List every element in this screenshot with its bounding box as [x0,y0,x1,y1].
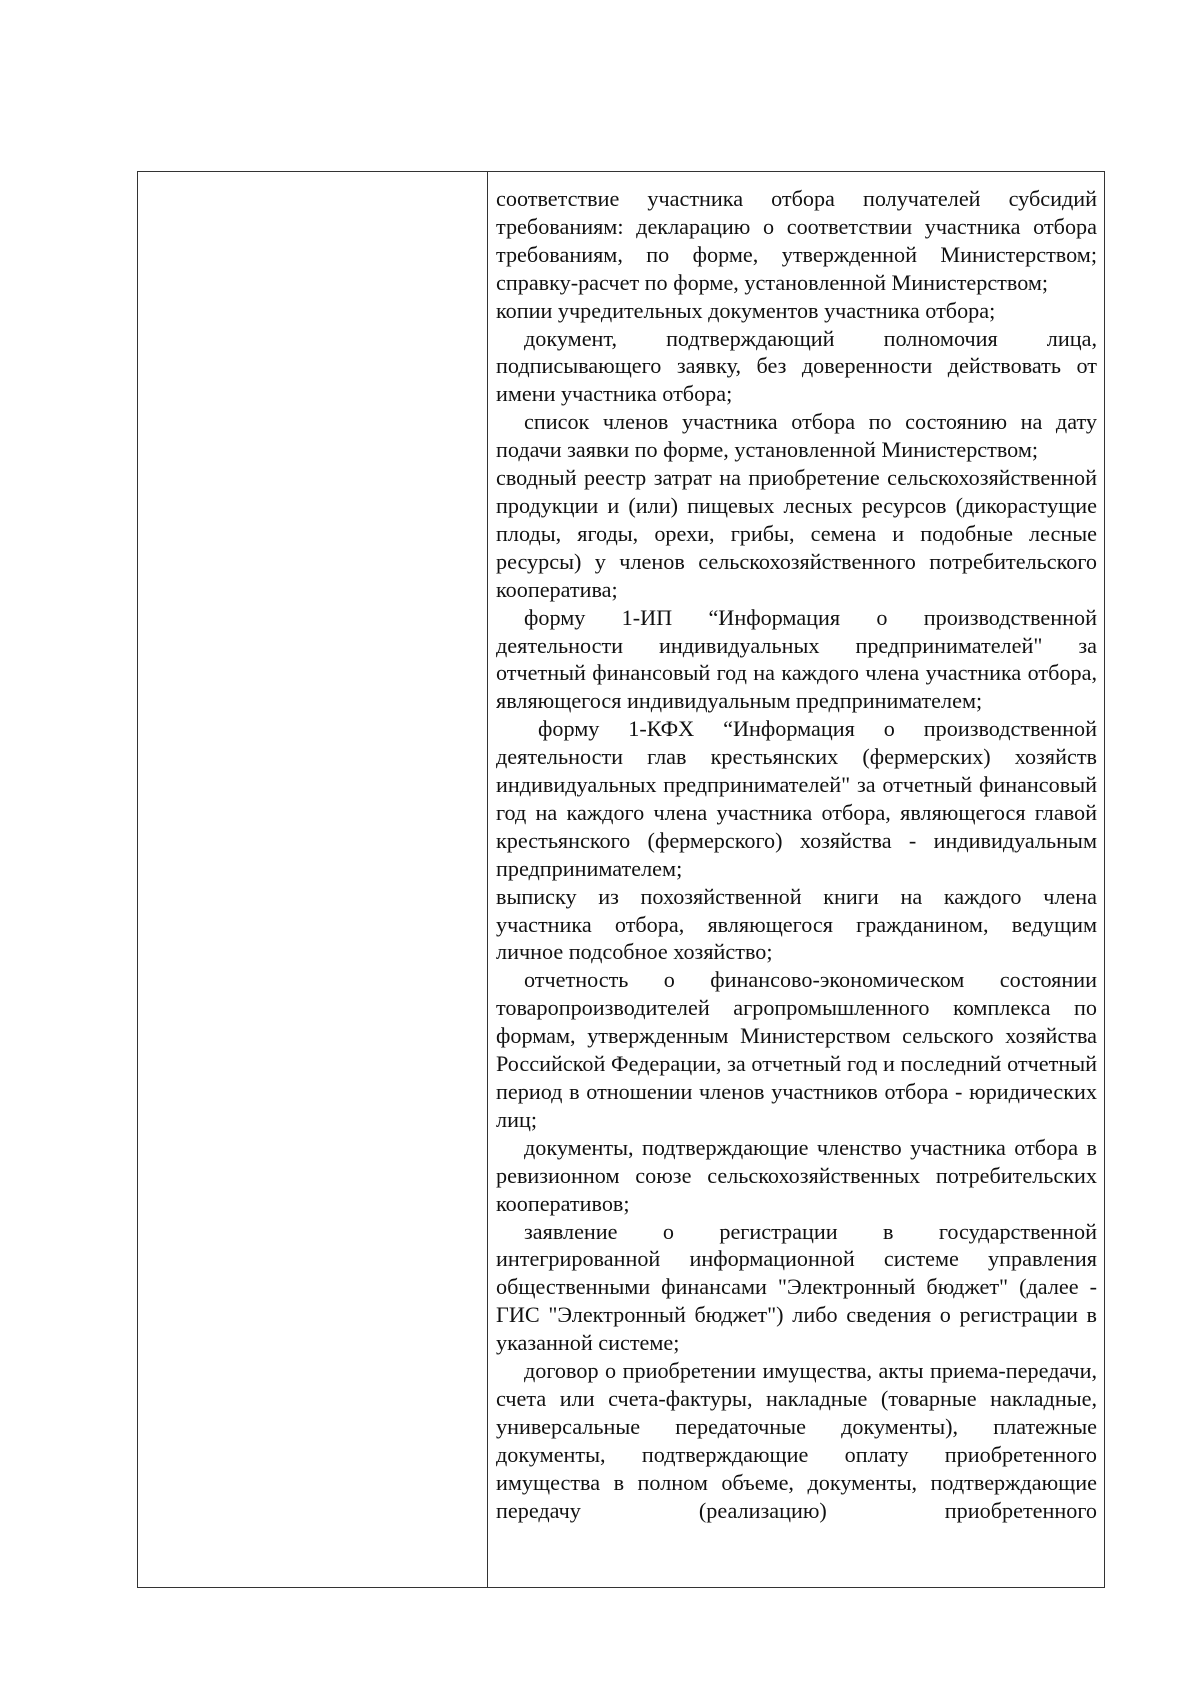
paragraph-members-list: список членов участника отбора по состоянию на дату подачи заявки по форме, установленной Министерством; [496,409,1097,463]
paragraph-eligibility-declaration: соответствие участника отбора получателей субсидий требованиям: декларацию о соответствии участника отбора требованиям, по форме, утвержденной Министерством; справку-расчет по форме, установленной Министерством; [496,186,1097,295]
paragraph-authority-document: документ, подтверждающий полномочия лица, подписывающего заявку, без доверенности действовать от имени участника отбора; [496,325,1097,407]
paragraph-financial-reporting: отчетность о финансово-экономическом состоянии товаропроизводителей агропромышленного комплекса по формам, утвержденным Министерством сельского хозяйства Российской Федерации, за отчетный год и последний отчетный период в отношении членов участников отбора - юридических лиц; [496,967,1097,1132]
paragraph-form-1-ip: форму 1-ИП “Информация о производственной деятельности индивидуальных предпринимателей" за отчетный финансовый год на каждого члена участника отбора, являющегося индивидуальным предпринимателем; [496,604,1097,714]
paragraph-gis-registration: заявление о регистрации в государственной интегрированной информационной системе управления общественными финансами "Электронный бюджет" (далее - ГИС "Электронный бюджет") либо сведения о регистрации в указанной системе; [496,1218,1097,1356]
requirements-table [137,171,1105,1588]
paragraph-purchase-documents: договор о приобретении имущества, акты приема-передачи, счета или счета-фактуры, накладные (товарные накладные, универсальные передаточные документы), платежные документы, подтверждающие оплату приобретенного имущества в полном объеме, документы, подтверждающие передачу (реализацию) приобретенного [496,1358,1097,1523]
table-right-cell [488,172,1104,1587]
paragraph-founding-documents: копии учредительных документов участника отбора; [496,297,996,323]
paragraph-form-1-kfh: форму 1-КФХ “Информация о производственной деятельности глав крестьянских (фермерских) хозяйств индивидуальных предпринимателей" за отчетный финансовый год на каждого члена участника отбора, являющегося главой крестьянского (фермерского) хозяйства - индивидуальным предпринимателем; [496,716,1097,881]
table-left-cell-empty [138,172,488,1587]
paragraph-audit-union-membership: документы, подтверждающие членство участника отбора в ревизионном союзе сельскохозяйственных потребительских кооперативов; [496,1134,1097,1216]
paragraph-cost-registry: сводный реестр затрат на приобретение сельскохозяйственной продукции и (или) пищевых лесных ресурсов (дикорастущие плоды, ягоды, орехи, грибы, семена и подобные лесные ресурсы) у членов сельскохозяйственного потребительского кооператива; [496,465,1097,602]
paragraph-household-book-extract: выписку из похозяйственной книги на каждого члена участника отбора, являющегося гражданином, ведущим личное подсобное хозяйство; [496,883,1097,965]
